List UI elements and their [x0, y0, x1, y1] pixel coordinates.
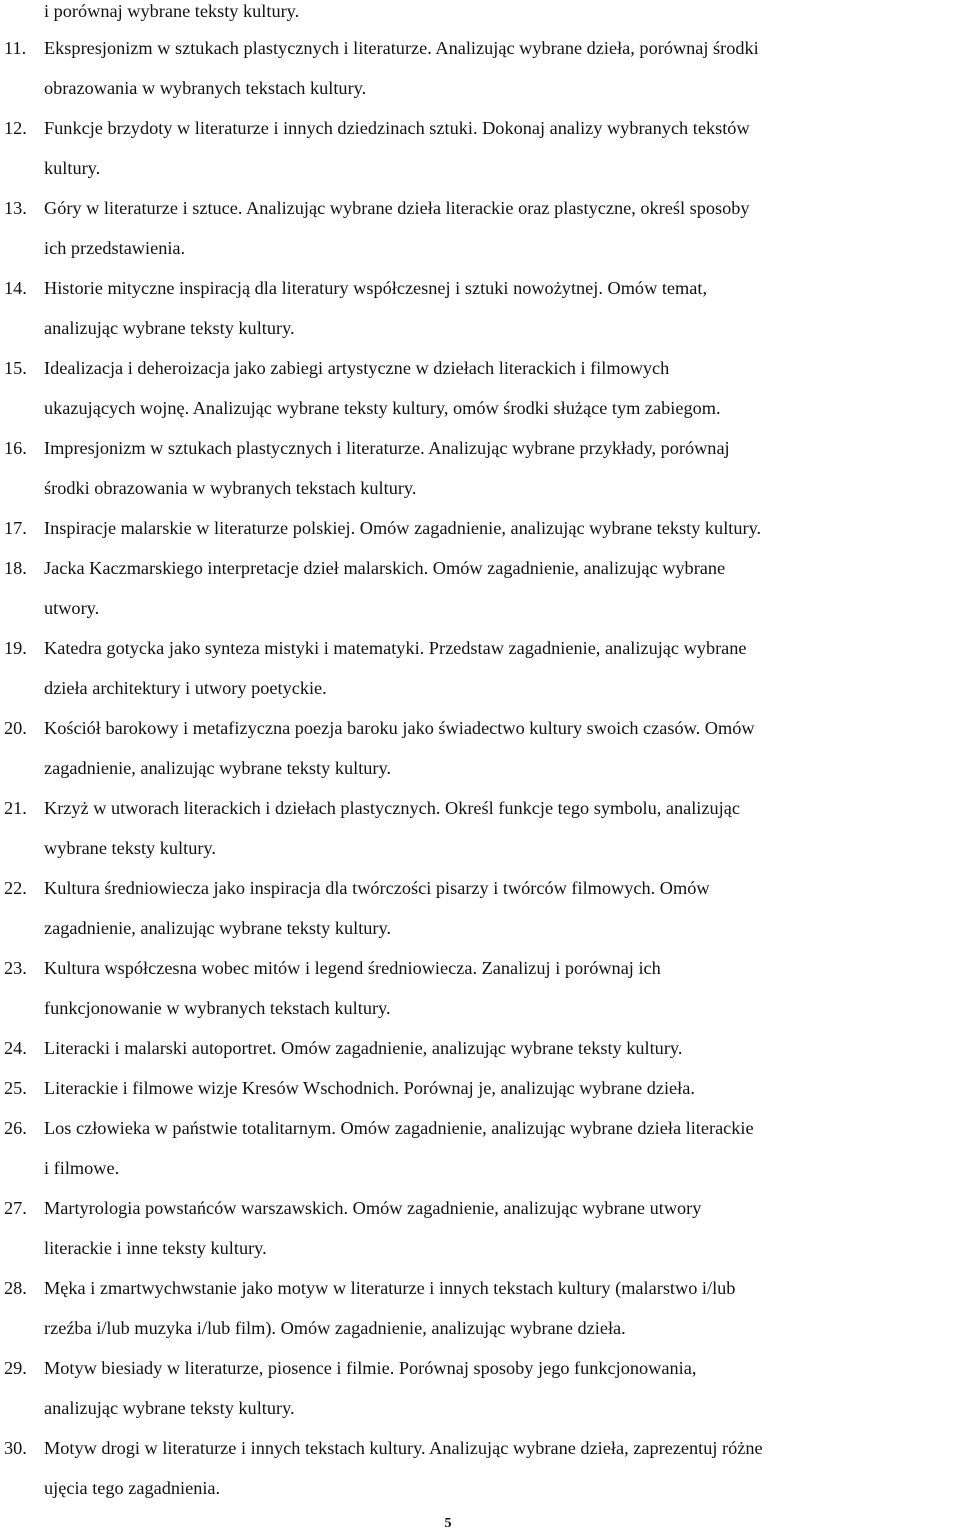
item-text-line: środki obrazowania w wybranych tekstach kultury.	[44, 478, 417, 498]
list-item	[0, 1028, 960, 1068]
item-text-line: kultury.	[44, 158, 101, 178]
item-number: 12.	[4, 118, 27, 138]
item-text-line: dzieła architektury i utwory poetyckie.	[44, 678, 327, 698]
item-text-line: Jacka Kaczmarskiego interpretacje dzieł malarskich. Omów zagadnienie, analizując wybrane	[44, 558, 726, 578]
item-text-line: literackie i inne teksty kultury.	[44, 1238, 267, 1258]
item-number: 21.	[4, 798, 27, 818]
topic-list	[0, 28, 960, 1508]
list-item	[0, 1428, 960, 1508]
item-number: 28.	[4, 1278, 27, 1298]
list-item	[0, 548, 960, 628]
item-text-line: Katedra gotycka jako synteza mistyki i matematyki. Przedstaw zagadnienie, analizując wybrane	[44, 638, 747, 658]
item-text-line: Krzyż w utworach literackich i dziełach plastycznych. Określ funkcje tego symbolu, analizując	[44, 798, 740, 818]
item-text-line: analizując wybrane teksty kultury.	[44, 1398, 295, 1418]
item-text-line: i filmowe.	[44, 1158, 120, 1178]
list-item	[0, 948, 960, 1028]
item-text-line: Idealizacja i deheroizacja jako zabiegi artystyczne w dziełach literackich i filmowych	[44, 358, 670, 378]
list-item	[0, 428, 960, 508]
list-item	[0, 108, 960, 188]
list-item	[0, 508, 960, 548]
item-number: 22.	[4, 878, 27, 898]
item-number: 19.	[4, 638, 27, 658]
list-item	[0, 788, 960, 868]
item-text-line: analizując wybrane teksty kultury.	[44, 318, 295, 338]
list-item	[0, 868, 960, 948]
item-text-line: Impresjonizm w sztukach plastycznych i literaturze. Analizując wybrane przykłady, porównaj	[44, 438, 730, 458]
item-number: 17.	[4, 518, 27, 538]
item-number: 15.	[4, 358, 27, 378]
item-text-line: Kościół barokowy i metafizyczna poezja baroku jako świadectwo kultury swoich czasów. Omów	[44, 718, 755, 738]
item-number: 13.	[4, 198, 27, 218]
list-item	[0, 28, 960, 108]
item-text-line: ich przedstawienia.	[44, 238, 186, 258]
item-text-line: Kultura średniowiecza jako inspiracja dla twórczości pisarzy i twórców filmowych. Omów	[44, 878, 710, 898]
list-item	[0, 348, 960, 428]
item-number: 23.	[4, 958, 27, 978]
item-text-line: zagadnienie, analizując wybrane teksty kultury.	[44, 758, 392, 778]
item-number: 11.	[4, 38, 27, 58]
item-text-line: Ekspresjonizm w sztukach plastycznych i literaturze. Analizując wybrane dzieła, porównaj środki	[44, 38, 759, 58]
item-text-line: Literackie i filmowe wizje Kresów Wschodnich. Porównaj je, analizując wybrane dzieła.	[44, 1078, 695, 1098]
item-text-line: ujęcia tego zagadnienia.	[44, 1478, 221, 1498]
item-text-line: funkcjonowanie w wybranych tekstach kultury.	[44, 998, 391, 1018]
list-item	[0, 628, 960, 708]
list-item	[0, 1108, 960, 1188]
item-number: 18.	[4, 558, 27, 578]
list-item	[0, 1188, 960, 1268]
item-text-line: obrazowania w wybranych tekstach kultury.	[44, 78, 367, 98]
item-text-line: Martyrologia powstańców warszawskich. Omów zagadnienie, analizując wybrane utwory	[44, 1198, 702, 1218]
list-item	[0, 188, 960, 268]
list-item	[0, 1068, 960, 1108]
item-text-line: rzeźba i/lub muzyka i/lub film). Omów zagadnienie, analizując wybrane dzieła.	[44, 1318, 626, 1338]
item-text-line: Funkcje brzydoty w literaturze i innych dziedzinach sztuki. Dokonaj analizy wybranych tekstów	[44, 118, 750, 138]
list-item	[0, 1348, 960, 1428]
item-text-line: wybrane teksty kultury.	[44, 838, 216, 858]
item-number: 30.	[4, 1438, 27, 1458]
item-text-line: Historie mityczne inspiracją dla literatury współczesnej i sztuki nowożytnej. Omów temat,	[44, 278, 708, 298]
item-text-line: utwory.	[44, 598, 100, 618]
item-number: 26.	[4, 1118, 27, 1138]
item-number: 29.	[4, 1358, 27, 1378]
item-number: 20.	[4, 718, 27, 738]
item-number: 14.	[4, 278, 27, 298]
item-number: 16.	[4, 438, 27, 458]
list-item	[0, 268, 960, 348]
item-number: 24.	[4, 1038, 27, 1058]
item-text-line: Inspiracje malarskie w literaturze polskiej. Omów zagadnienie, analizując wybrane teksty kultury.	[44, 518, 762, 538]
continuation-line: i porównaj wybrane teksty kultury.	[44, 1, 300, 21]
list-item	[0, 1268, 960, 1348]
item-number: 27.	[4, 1198, 27, 1218]
list-item	[0, 708, 960, 788]
item-text-line: zagadnienie, analizując wybrane teksty kultury.	[44, 918, 392, 938]
item-text-line: Motyw drogi w literaturze i innych tekstach kultury. Analizując wybrane dzieła, zaprezentuj różne	[44, 1438, 763, 1458]
item-text-line: Góry w literaturze i sztuce. Analizując wybrane dzieła literackie oraz plastyczne, określ sposoby	[44, 198, 750, 218]
item-text-line: ukazujących wojnę. Analizując wybrane teksty kultury, omów środki służące tym zabiegom.	[44, 398, 721, 418]
item-text-line: Kultura współczesna wobec mitów i legend średniowiecza. Zanalizuj i porównaj ich	[44, 958, 661, 978]
item-text-line: Literacki i malarski autoportret. Omów zagadnienie, analizując wybrane teksty kultury.	[44, 1038, 683, 1058]
item-text-line: Los człowieka w państwie totalitarnym. Omów zagadnienie, analizując wybrane dzieła literackie	[44, 1118, 754, 1138]
item-text-line: Motyw biesiady w literaturze, piosence i filmie. Porównaj sposoby jego funkcjonowania,	[44, 1358, 697, 1378]
item-text-line: Męka i zmartwychwstanie jako motyw w literaturze i innych tekstach kultury (malarstwo i/lub	[44, 1278, 736, 1298]
item-number: 25.	[4, 1078, 27, 1098]
page-number: 5	[444, 1516, 452, 1531]
